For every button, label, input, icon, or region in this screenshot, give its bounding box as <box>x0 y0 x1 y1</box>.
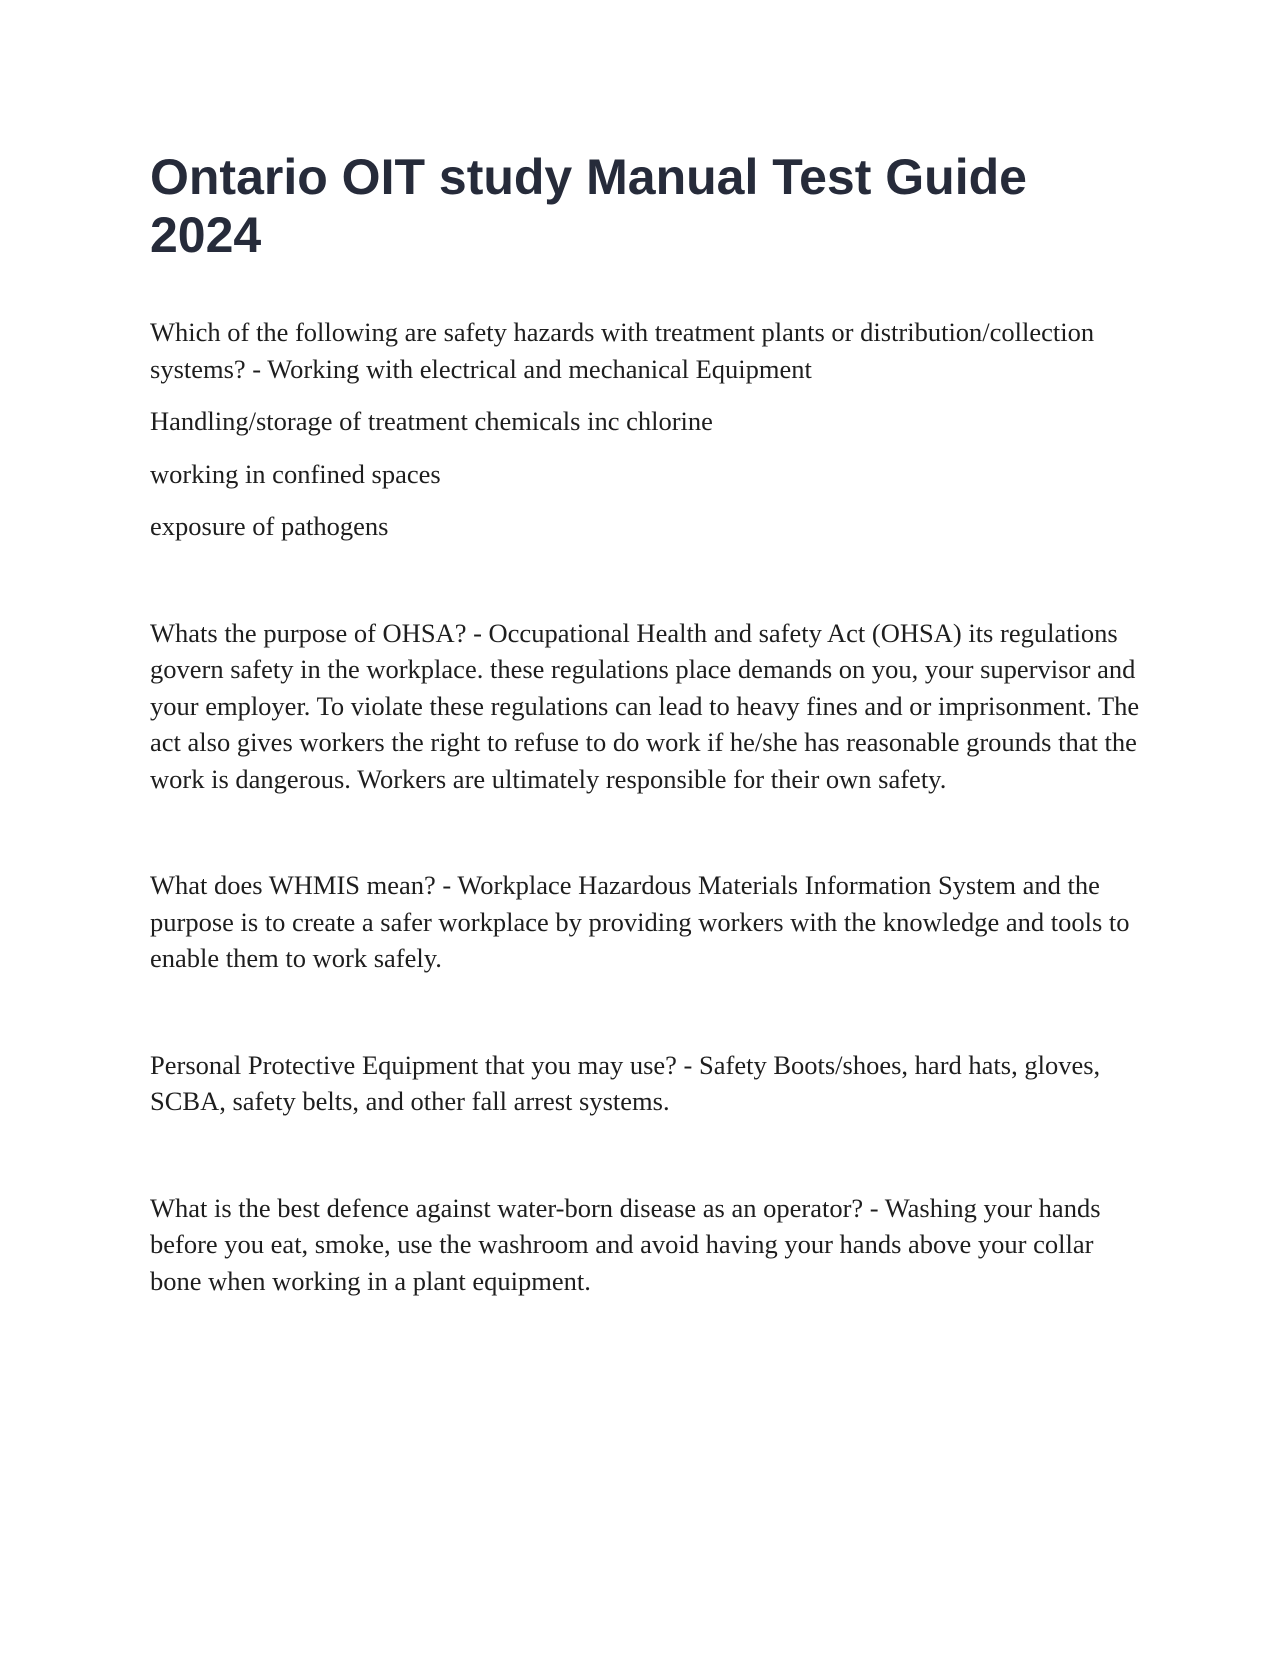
block-spacer <box>150 977 1150 1047</box>
block-spacer <box>150 797 1150 867</box>
qa-block <box>150 1190 1150 1300</box>
qa-extra-line: exposure of pathogens <box>150 511 389 541</box>
qa-text: Whats the purpose of OHSA? - Occupational Health and safety Act (OHSA) its regulations govern safety in the workplace. these regulations place demands on you, your supervisor and your employer. To violate these regulations can lead to heavy fines and or imprisonment. The act also gives workers the right to refuse to do work if he/she has reasonable grounds that the work is dangerous. Workers are ultimately responsible for their own safety. <box>150 617 1140 794</box>
qa-text: What is the best defence against water-born disease as an operator? - Washing your hands before you eat, smoke, use the washroom and avoid having your hands above your collar bone when working in a plant equipment. <box>150 1192 1101 1296</box>
qa-extra-line: working in confined spaces <box>150 458 441 489</box>
block-spacer <box>150 1120 1150 1190</box>
qa-extra-line: Handling/storage of treatment chemicals inc chlorine <box>150 406 713 436</box>
qa-text: Personal Protective Equipment that you may use? - Safety Boots/shoes, hard hats, gloves, SCBA, safety belts, and other fall arrest systems. <box>150 1049 1101 1116</box>
qa-block <box>150 314 1150 545</box>
qa-text: Which of the following are safety hazards with treatment plants or distribution/collection systems? - Working with electrical and mechanical Equipment <box>150 317 1095 384</box>
qa-text: What does WHMIS mean? - Workplace Hazardous Materials Information System and the purpose is to create a safer workplace by providing workers with the knowledge and tools to enable them to work safely. <box>150 870 1130 973</box>
qa-block <box>150 867 1150 977</box>
qa-block <box>150 1047 1150 1120</box>
qa-block <box>150 615 1150 798</box>
block-spacer <box>150 545 1150 615</box>
document-title: Ontario OIT study Manual Test Guide 2024 <box>150 149 1027 263</box>
document-content <box>150 148 1150 1299</box>
